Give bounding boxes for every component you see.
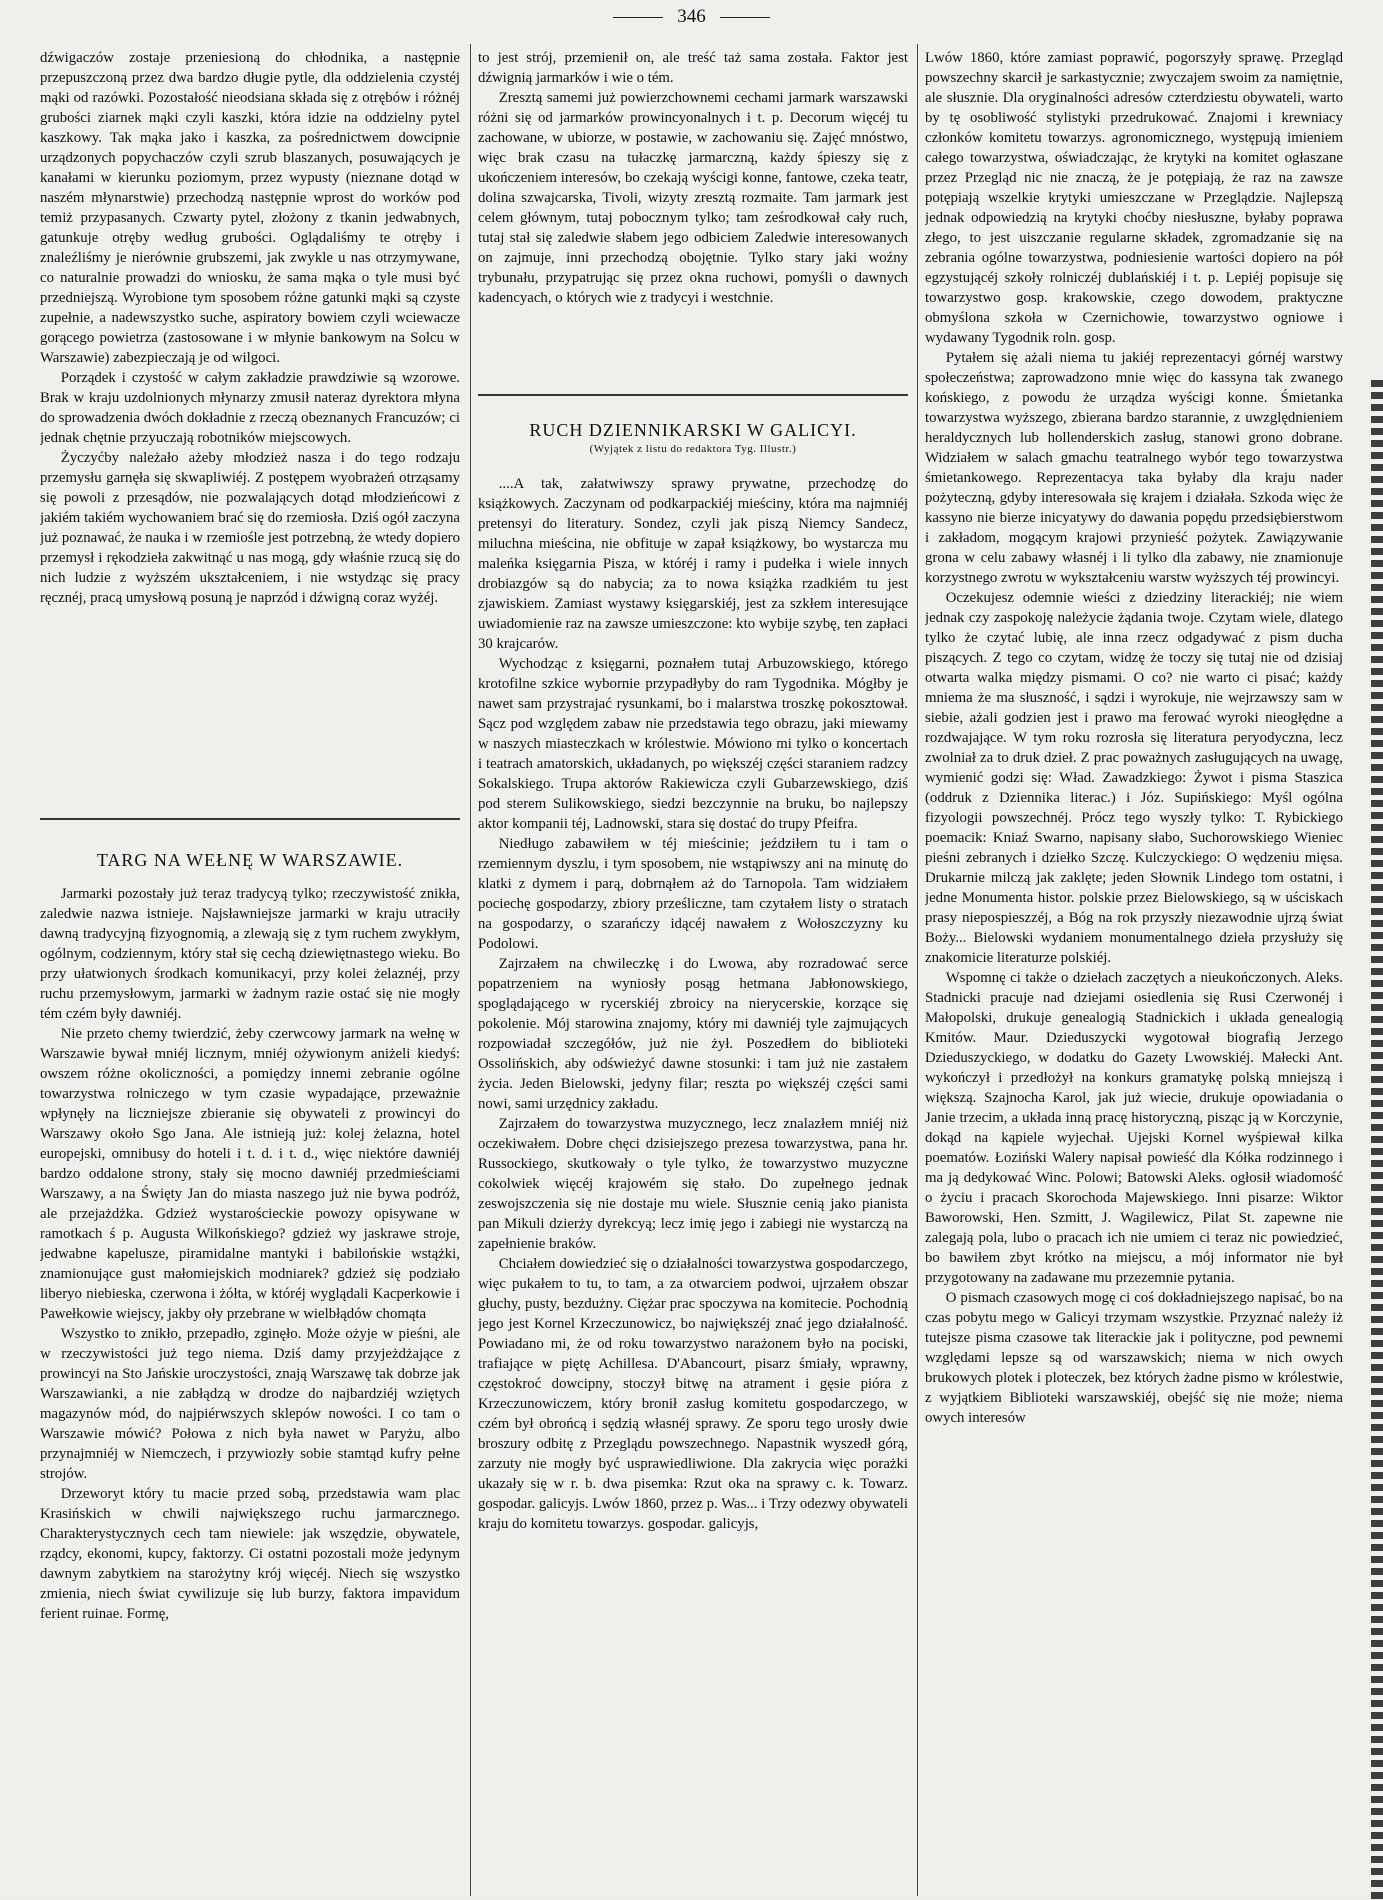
- paragraph: Zajrzałem do towarzystwa muzycznego, lecz znalazłem mniéj niż oczekiwałem. Dobre chęci dzisiejszego prezesa towarzystwa, pana hr. Russockiego, skutkowały o tyle tylko, że towarzystwo muzyczne cokolwiek więcéj krajowém się stało. Do zupełnego jednak zeswojszczenia się nie dostaje mu wiele. Słusznie cenią jako pianista pan Mikuli dzierży dyrekcyą; lecz imię jego i zabiegi nie wystarczą na zapełnienie braków.: [478, 1116, 908, 1252]
- column-rule-right: [917, 44, 918, 1896]
- column-3-galicia-continuation: [925, 48, 1343, 1896]
- paragraph: Wspomnę ci także o dziełach zaczętych a nieukończonych. Aleks. Stadnicki pracuje nad dziejami osiedlenia się Rusi Czerwonéj i Małopolski, drukuje genealogią Stadnickich i układa genealogią Kmitów. Maur. Dzieduszycki wygotował biografią Jerzego Dzieduszyckiego, w dodatku do Gazety Lwowskiéj. Małecki Ant. wykończył i przedłożył na konkurs gramatykę polską mniejszą i większą. Szajnocha Karol, jak już wiecie, drukuje opowiadania o Janie trzecim, a układa inną pracę historyczną, pisząc ją w Korczynie, dokąd na kąpiele wyjechał. Ujejski Kornel wyśpiewał kilka poematów. Łoziński Walery napisał powieść dla Kółka rodzinnego i ma ją dedykować Winc. Polowi; Batowski Aleks. ogłosił wiadomość o życiu i pracach Skorochoda Majewskiego. Inni pisarze: Wiktor Baworowski, Hen. Szmitt, J. Wagilewicz, Pilat St. zapewne nie zalegają pola, lubo o pracach ich nie umiem ci teraz nic powiedzieć, bo bawiłem zbyt krótko na miejscu, a mój informator nie był przygotowany na zadawane mu przezemnie pytania.: [925, 970, 1343, 1286]
- page-edge-scan-marks: [1371, 380, 1383, 1900]
- article-separator-rule-2: [478, 394, 908, 396]
- paragraph: Zajrzałem na chwileczkę i do Lwowa, aby rozradować serce popatrzeniem na wyniosły posąg hetmana Jabłonowskiego, spoglądającego w rycerskiéj zbroicy na nierycerskie, korzące się pokolenie. Mój starowina znajomy, który mi dawniéj tyle zajmujących rozpowiadał szczegółów, już nie żył. Poszedłem do biblioteki Ossolińskich, aby odświeżyć dawne stosunki: i tam już nie zastałem życia. Jeden Bielowski, jedyny filar; reszta po większéj części sami nowi, sami urzędnicy zakładu.: [478, 956, 908, 1112]
- column-1-article-continuation: [40, 48, 460, 813]
- paragraph: O pismach czasowych mogę ci coś dokładniejszego napisać, bo na czas pobytu mego w Galicyi trzymam wszystkie. Przyznać należy iż tutejsze pisma czasowe tak literackie jak i polityczne, pod pewnemi względami lepsze są od warszawskich; niema w nich owych brukowych plotek i ploteczek, bez których żadne pismo w królestwie, z wyjątkiem Biblioteki warszawskiéj, obejść się nie może; niema owych interesów: [925, 1290, 1343, 1426]
- page-number-value: 346: [677, 6, 706, 27]
- paragraph: Nie przeto chemy twierdzić, żeby czerwcowy jarmark na wełnę w Warszawie bywał mniéj licznym, mniéj ożywionym aniżeli kiedyś: owszem różne okoliczności, a pomiędzy innemi zebranie ogólne towarzystwa rolniczego w tym czasie wypadające, przeważnie wpłynęły na liczniejsze zbieranie się obywateli z prowincyi do Warszawy około Sgo Jana. Ale istnieją już: kolej żelazna, hotel europejski, omnibusy do hoteli i t. d. i t. d., więc niektóre dawniéj bardzo oddalone strony, stały się mocno dawniéj przedmieściami Warszawy, a na Święty Jan do miasta naszego już nie bywa podróż, ale przejażdżka. Gdzież wystarościeckie powozy opisywane w ramotkach ś p. Augusta Wilkońskiego? gdzież wy jaskrawe stroje, jedwabne kapelusze, piramidalne mantyki i babilońskie wstążki, znamionujące gust małomiejskich modniarek? gdzież się podziało liberyo niebieska, czerwona i żółta, w któréj wyglądali Kacperkowie i Pawełkowie wiejscy, jakby oły przebrane w wielbłądów chomąta: [40, 1026, 460, 1322]
- article-heading-wool-market: [40, 848, 460, 872]
- column-rule-left: [470, 44, 471, 1896]
- paragraph: ....A tak, załatwiwszy sprawy prywatne, przechodzę do książkowych. Zaczynam od podkarpackiéj mieściny, która ma najmniéj pretensyi do literatury. Sondez, czyli jak piszą Niemcy Sandecz, miluchna mieścina, nie obfituje w zapał książkowy, bo wystarcza mu maleńka księgarnia Pisza, w któréj i ramy i pudełka i wiele innych drobiazgów są do nabycia; za to nowa książka rzadkiém tu jest zjawiskiem. Zamiast wystawy księgarskiéj, jest za szkłem interesujące uwiadomienie raz na zawsze umieszczone: kto wybije szybę, ten zapłaci 30 krajcarów.: [478, 476, 908, 652]
- paragraph: Pytałem się ażali niema tu jakiéj reprezentacyi górnéj warstwy społeczeństwa; zaprowadzono mnie więc do kassyna tak zwanego końskiego, z powodu że urządza wyścigi konne. Śmietanka towarzystwa wyższego, zbierana bardzo starannie, z uwzględnieniem heraldycznych lub hollenderskich zasług, stanowi grono dobrane. Widziałem w salach gmachu teatralnego wybór tego towarzystwa śmietankowego. Reprezentacya taka byłaby dla kraju nader pożyteczną, gdyby interesowała się krajem i działała. Szkoda więc że kassyno nie bierze inicyatywy do dawania popędu przedsiębierstwom i zakładom, mogącym krajowi przynieść pożytek. Zawiązywanie grona w celu zabawy własnéj i li tylko dla zabawy, nie znamionuje korzystnego zwrotu w wykształceniu warstw wyższych téj prowincyi.: [925, 350, 1343, 586]
- paragraph: to jest strój, przemienił on, ale treść taż sama została. Faktor jest dźwignią jarmarków i wie o tém.: [478, 50, 908, 86]
- heading-wool-market-title: TARG NA WEŁNĘ W WARSZAWIE.: [96, 850, 404, 870]
- heading-galicia-title: RUCH DZIENNIKARSKI W GALICYI.: [529, 420, 857, 440]
- page-number-dash-left: [613, 17, 663, 18]
- paragraph: Oczekujesz odemnie wieści z dziedziny literackiéj; nie wiem jednak czy zaspokoję należycie żądania twoje. Czytam wiele, dlatego tylko że czytać lubię, ale inna rzecz odgadywać z pism ducha piszących. Z tego co czytam, widzę że toczy się tutaj nie od dzisiaj otwarta walka między pismami. O co? nie warto ci pisać; każdy mniema że ma słuszność, i sądzi i wyrokuje, nie wejrzawszy sam w siebie, ażali godzien jest i prawo ma ferować wyroki nieogłędne a rozdwajające. W tym roku rozrosła się literatura peryodyczna, lecz zwolniał za to druk dzieł. Z prac poważnych zasługujących na uwagę, wymienić godzi się: Wład. Zawadzkiego: Żywot i pisma Staszica (oddruk z Dziennika literac.) i Józ. Supińskiego: Myśl ogólna fizyologii powszechnéj. Prócz tego wyszły tylko: T. Rybickiego poemacik: Kniaź Swarno, napisany słabo, Suchorowskiego Wieniec pieśni zebranych i dziełko Szczę. Kulczyckiego: O wędzeniu mięsa. Drukarnie milczą jak zaklęte; jeden Słownik Lindego tom ostatni, i jedne Monumenta histor. polskie przez Bielowskiego, są w uściskach prasy niepospieszzéj, a Bóg na rok przyszły niezawodnie ujrzą świat Boży... Bielowski wydaniem monumentalnego dzieła przysłuży się znakomicie literaturze polskiéj.: [925, 590, 1343, 966]
- heading-galicia-subtitle: (Wyjątek z listu do redaktora Tyg. Illustr.): [589, 443, 797, 455]
- paragraph: Jarmarki pozostały już teraz tradycyą tylko; rzeczywistość znikła, zaledwie nazwa istnieje. Najsławniejsze jarmarki w kraju utraciły dawną tradycyjną fizyognomią, a zlewają się z tym ruchem zwykłym, ogólnym, codziennym, który stał się cechą dziewiętnastego wieku. Bo przy ułatwionych środkach komunikacyi, przy kolei żelaznéj, przy ruchu przemysłowym, jarmarki w żadnym razie ostać się nie mogły tém czém były dawniéj.: [40, 886, 460, 1022]
- paragraph: Chciałem dowiedzieć się o działalności towarzystwa gospodarczego, więc pukałem to tu, to tam, a za otwarciem podwoi, ujrzałem obszar głuchy, pusty, bezdużny. Ciężar prac spoczywa na komitecie. Pochodnią jego jest Kornel Krzeczunowicz, bo największéj znać jego działalność. Powiadano mi, że od roku towarzystwo narażonem było na pociski, trafiające w piętę Achillesa. D'Abancourt, pisarz śmiały, wprawny, częstokroć dowcipny, stoczył bitwę na atrament i gęsie pióra z Krzeczunowiczem, który bronił zasług komitetu gospodarczego, w czém był obrońcą i sędzią własnéj sprawy. Ze sporu tego urosły dwie broszury odbitę z Przeglądu powszechnego. Napastnik wyszedł górą, zarzuty nie mogły być usprawiedliwione. Dla zakrycia więc porażki ukazały się w r. b. dwa pisemka: Rzut oka na sprawy c. k. Towarz. gospodar. galicyjs. Lwów 1860, przez p. Was... i Trzy odezwy obywateli kraju do komitetu towarzys. gospodar. galicyjs,: [478, 1256, 908, 1532]
- column-1-wool-market-article: [40, 884, 460, 1896]
- column-2-galicia-article: [478, 474, 908, 1896]
- paragraph: Wychodząc z księgarni, poznałem tutaj Arbuzowskiego, którego krotofilne szkice wybornie przypadłyby do ram Tygodnika. Mógłby je nawet sam przystrajać rysunkami, bo i malarstwa troszkę pokosztował. Sącz pod względem zabaw nie przedstawia tego obrazu, jaki miewamy w naszych miasteczkach w królestwie. Mówiono mi tylko o koncertach i teatrach amatorskich, układanych, po większéj części staraniem radzcy Sokalskiego. Trupa aktorów Rakiewicza czyli Gubarzewskiego, dziś pod sterem Sulikowskiego, siedzi bezczynnie na bruku, bo najlepszy aktor kompanii téj, Ladnowski, stara się dostać do trupy Pfeifra.: [478, 656, 908, 832]
- article-heading-galicia: [478, 418, 908, 456]
- paragraph: Niedługo zabawiłem w téj mieścinie; jeździłem tu i tam o rzemiennym dyszlu, i tym sposobem, nie wstąpiwszy ani na minutę do klatki z dymem i parą, dobrnąłem aż do Tarnopola. Tam widziałem pociechę gospodarzy, zbiory prześliczne, tam czytałem listy o stratach na gospodarzy, o szarańczy idącéj nawałem z Wołoszczyzny ku Podolowi.: [478, 836, 908, 952]
- paragraph: Zresztą samemi już powierzchownemi cechami jarmark warszawski różni się od jarmarków prowincyonalnych i t. p. Decorum więcéj tu zachowane, w ubiorze, w postawie, w zachowaniu się. Zajęć mnóstwo, więc brak czasu na tułaczkę jarmarczną, każdy śpieszy się z ukończeniem interesów, bo czekają wyścigi konne, fantowe, czeka teatr, dolina szwajcarska, Tivoli, wizyty zresztą rozmaite. Tam jarmark jest celem głównym, tutaj pobocznym tylko; tam ześrodkował cały ruch, tutaj stał się zaledwie słabem jego odbiciem Zaledwie interesowanych on zajmuje, inni przechodzą obojętnie. Tylko stary jaki woźny trybunału, przypatrując się przez okna ruchowi, pomyśli o dawnych kadencyach, o których wie z tradycyi i westchnie.: [478, 90, 908, 306]
- paragraph: Wszystko to znikło, przepadło, zginęło. Może ożyje w pieśni, ale w rzeczywistości już tego niema. Dziś damy przyjeżdżające z prowincyi na Sto Jańskie uroczystości, znają Warszawę tak dobrze jak Warszawianki, a nie zabłądzą w drodze do najbardziéj wziętych magazynów mód, do najpiérwszych sklepów nowości. I co tam o Warszawie mówić? Połowa z nich była nawet w Paryżu, albo przynajmniéj w Niemczech, i przywiozły sobie stamtąd kufry pełne strojów.: [40, 1326, 460, 1482]
- column-2-article-continuation: [478, 48, 908, 388]
- article-separator-rule: [40, 818, 460, 820]
- page-number-dash-right: [720, 17, 770, 18]
- paragraph: Życzyćby należało ażeby młodzież nasza i do tego rodzaju przemysłu garnęła się skwapliwiéj. Z postępem wyobrażeń otrząsamy się powoli z przesądów, nie pozwalających dotąd młodzieńcowi z jakiém takiém wychowaniem brać się do rzemiosła. Dziś ogół zaczyna już poznawać, że nauka i w rzemiośle jest potrzebną, że wtedy dopiero przemysł i rękodzieła zakwitnąć u nas mogą, gdy właśnie rzucą się do nich ludzie z wyższém ukształceniem, i nie wstydząc się pracy ręcznéj, pracą umysłową posuną je naprzód i dźwigną coraz wyżéj.: [40, 450, 460, 606]
- paragraph: Lwów 1860, które zamiast poprawić, pogorszyły sprawę. Przegląd powszechny skarcił je sarkastycznie; zwyczajem swoim za namiętnie, ale słusznie. Dla oryginalności adresów czterdziestu obywateli, warto by tę osobliwość stylistyki przedrukować. Znajomi i krewniacy członków komitetu towarzys. agronomicznego, występują imieniem całego towarzystwa, oświadczając, że krytyki na komitet ogłaszane przez Przegląd nic nie znaczą, że je potępiają, że raz na zawsze potępiają wszelkie krytyki umieszczane w Przeglądzie. Najlepszą jednak odpowiedzią na krytyki choćby niesłuszne, byłaby poprawa złego, to jest uiszczanie regularne składek, zgromadzanie się na zebrania ogólne towarzystwa, podniesienie wartości dopiero na pół egzystującéj szkoły rolniczéj dublańskiéj i t. p. Lepiéj popisuje się towarzystwo gosp. krakowskie, czego dowodem, praktyczne obmyślona szkoła w Czernichowie, towarzystwo ogniowe i wydawany Tygodnik roln. gosp.: [925, 50, 1343, 346]
- page-number: [0, 4, 1383, 30]
- paragraph: Drzeworyt który tu macie przed sobą, przedstawia wam plac Krasińskich w chwili największego ruchu jarmarcznego. Charakterystycznych cech tam niewiele: jak wszędzie, obywatele, rządcy, ekonomi, kupcy, faktorzy. Ci ostatni pozostali może jedynym dawnym zabytkiem na starożytny krój więcéj. Niech się wszystko zmienia, niech świat cywilizuje się lub burzy, faktora impavidum ferient ruinae. Formę,: [40, 1486, 460, 1622]
- paragraph: Porządek i czystość w całym zakładzie prawdziwie są wzorowe. Brak w kraju uzdolnionych młynarzy zmusił nateraz dyrektora młyna do sprowadzenia dwóch dokładnie z rzeczą obeznanych Francuzów; ci jednak chętnie przyuczają robotników miejscowych.: [40, 370, 460, 446]
- paragraph: dźwigaczów zostaje przeniesioną do chłodnika, a następnie przepuszczoną przez dwa bardzo długie pytle, dla oddzielenia czystéj mąki od razówki. Pozostałość nieodsiana składa się z otrębów i różnéj grubości ziarnek mąki czyli kaszki, która idzie na oddzielny pytel kaszkowy. Tak mąka jako i kaszka, za pośrednictwem dowcipnie urządzonych popychaczów czyli szrub blaszanych, posuwających je kanałami w kierunku poziomym, przez wypusty (nieznane dotąd w naszém młynarstwie) przechodzą następnie wprost do worków pod temiż przypasanych. Czwarty pytel, złożony z tkanin jedwabnych, gatunkuje otręby według grubości. Oglądaliśmy te otręby i znaleźliśmy je nierównie grubszemi, jak zwykle u nas otrzymywane, co naturalnie prowadzi do wniosku, że sama mąka o tyle musi być przedniejszą. Wyrobione tym sposobem różne gatunki mąki są czyste zupełnie, a nadewszystko suche, aspiratory bowiem czyli wciewacze gorącego powietrza (zastosowane i w młynie bankowym na Solcu w Warszawie) zabezpieczają je od wilgoci.: [40, 50, 460, 366]
